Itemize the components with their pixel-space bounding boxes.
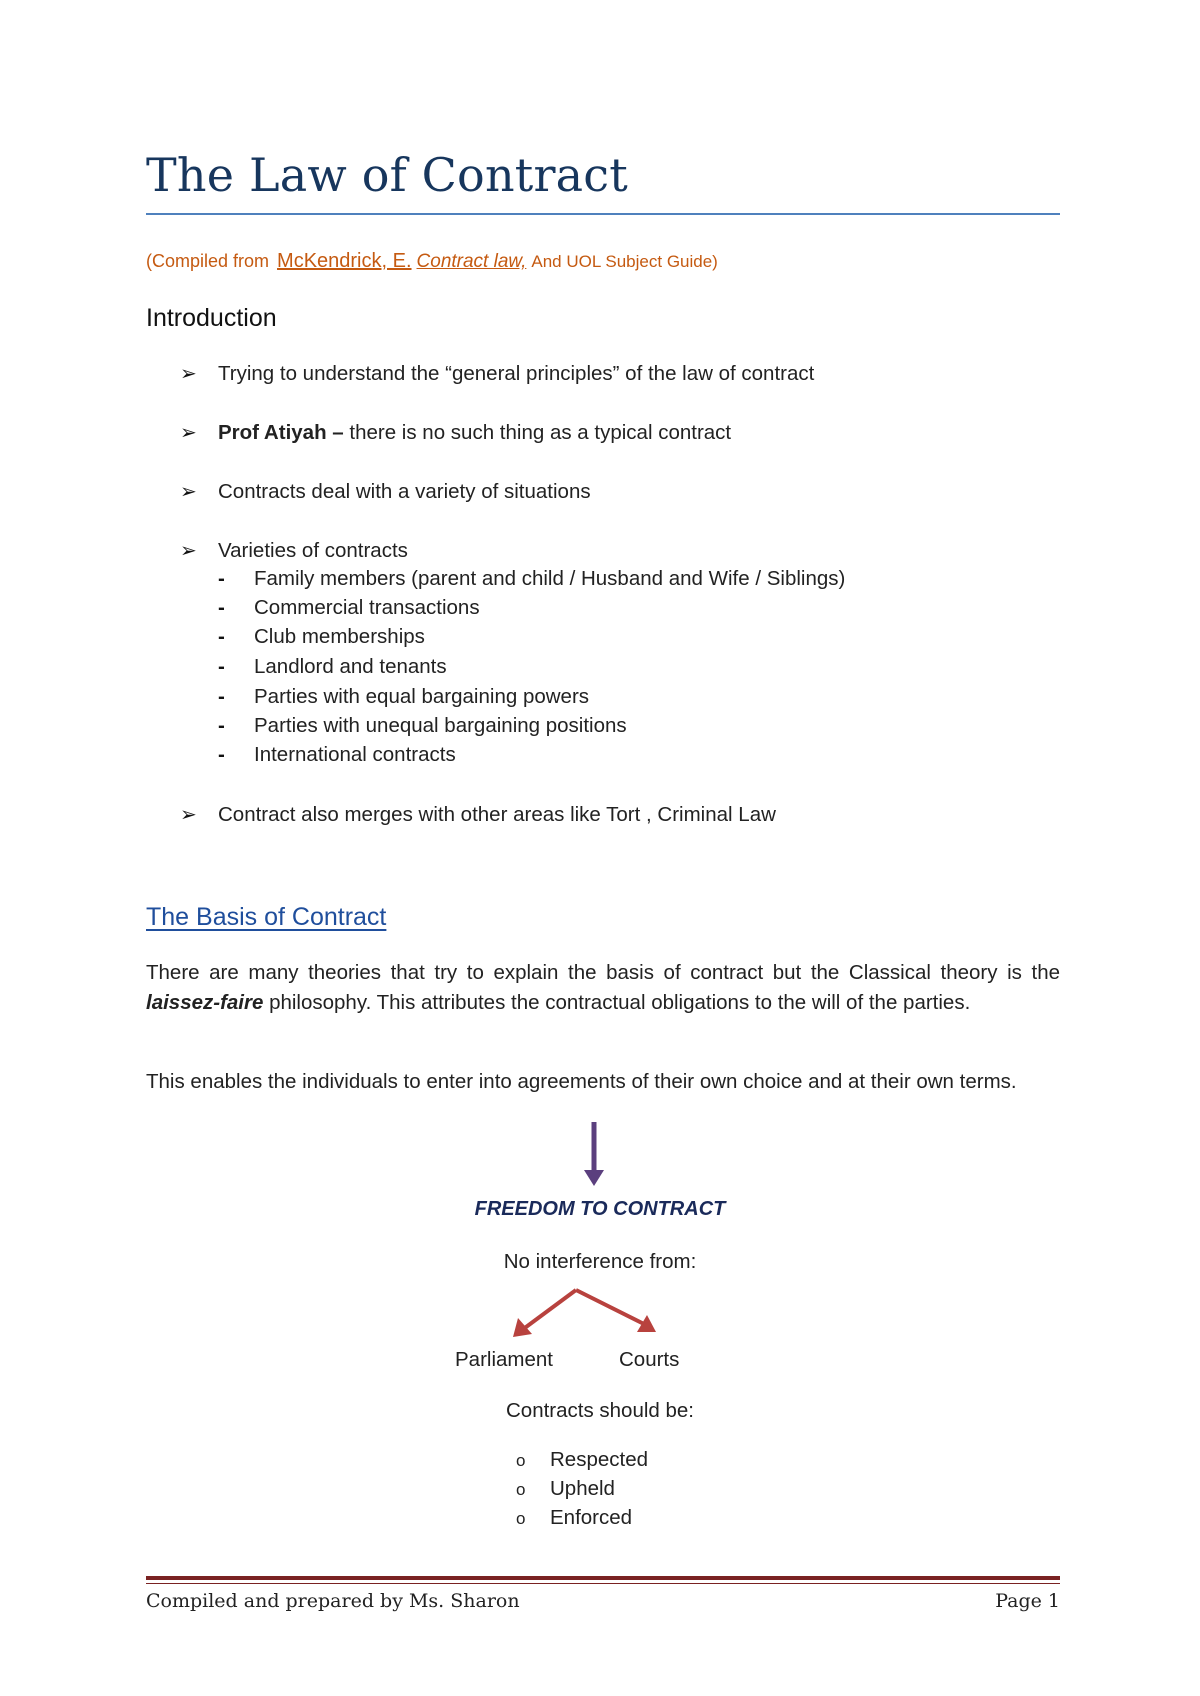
sub-item-text: Parties with unequal bargaining positions [254,714,627,737]
courts-label: Courts [619,1348,680,1371]
compiled-prefix: (Compiled from [146,251,270,271]
branch-arrow-left-icon [513,1290,576,1337]
bullet-text: Contract also merges with other areas like Tort , Criminal Law [218,803,776,826]
compiled-author: McKendrick, E. [277,250,412,272]
dash-marker: - [218,714,225,737]
para-text: There are many theories that try to explain the basis of contract but the Classical theory is the [146,961,1060,984]
branch-arrow-right-icon [576,1290,656,1332]
sub-item-text: Parties with equal bargaining powers [254,685,590,708]
parliament-label: Parliament [455,1348,553,1371]
bullet-text: there is no such thing as a typical contract [343,421,732,444]
item-text: Respected [550,1448,649,1471]
circle-bullet-icon: o [516,1480,526,1499]
basis-paragraph-2: This enables the individuals to enter into agreements of their own choice and at their own terms. [146,1070,1017,1093]
footer-credit: Compiled and prepared by Ms. Sharon [146,1590,520,1612]
arrowhead-bullet-icon: ➢ [180,481,197,503]
compiled-suffix: And UOL Subject Guide) [531,252,718,271]
should-be-label: Contracts should be: [505,1399,695,1422]
sub-item-text: Commercial transactions [254,596,480,619]
circle-bullet-icon: o [516,1509,526,1528]
page-number: Page 1 [995,1590,1060,1612]
dash-marker: - [218,743,225,766]
dash-marker: - [218,625,225,648]
sub-item-text: Family members (parent and child / Husband and Wife / Siblings) [254,567,846,590]
freedom-to-contract-label: FREEDOM TO CONTRACT [474,1198,726,1220]
list-item [516,1448,648,1472]
arrowhead-bullet-icon: ➢ [180,540,197,562]
bullet-text: Trying to understand the “general principles” of the law of contract [218,362,815,385]
footer-rule [146,1576,1060,1580]
dash-marker: - [218,655,225,678]
down-arrow-icon [584,1122,604,1186]
laissez-faire-term: laissez-faire [146,991,264,1014]
arrowhead-bullet-icon: ➢ [180,422,197,444]
sub-item-text: International contracts [254,743,456,766]
compiled-book: Contract law, [416,251,527,272]
item-text: Upheld [550,1477,615,1500]
bullet-bold: Prof Atiyah – [218,421,344,444]
sub-item-text: Landlord and tenants [254,655,447,678]
footer-rule-thin [146,1583,1060,1584]
dash-marker: - [218,596,225,619]
arrowhead-bullet-icon: ➢ [180,804,197,826]
arrowhead-bullet-icon: ➢ [180,363,197,385]
para-text: philosophy. This attributes the contractual obligations to the will of the parties. [263,991,971,1014]
circle-bullet-icon: o [516,1451,526,1470]
bullet-text: Varieties of contracts [218,539,408,562]
list-item [516,1477,615,1501]
sub-item-text: Club memberships [254,625,425,648]
introduction-heading: Introduction [146,304,277,332]
no-interference-label: No interference from: [503,1250,697,1273]
document-title: The Law of Contract [146,148,628,202]
basis-heading: The Basis of Contract [146,903,387,931]
item-text: Enforced [550,1506,633,1529]
bullet-text: Contracts deal with a variety of situations [218,480,591,503]
dash-marker: - [218,567,225,590]
list-item [516,1506,632,1530]
dash-marker: - [218,685,225,708]
